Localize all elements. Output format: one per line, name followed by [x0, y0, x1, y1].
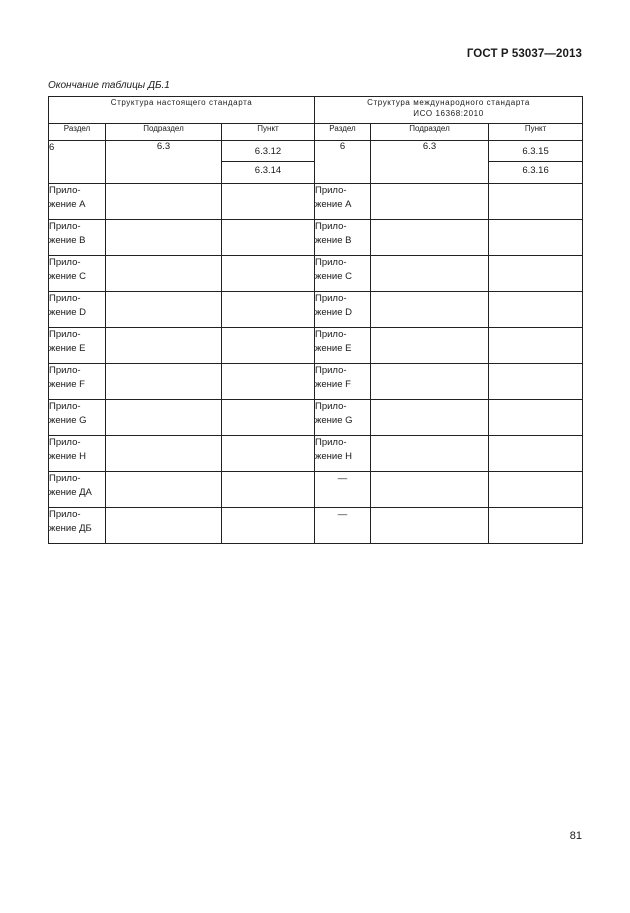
cell-text-line: —	[337, 509, 348, 520]
cell-item	[489, 472, 583, 508]
cell-section	[315, 256, 371, 292]
cell-subsection	[106, 256, 222, 292]
cell-text-line: Прило-	[49, 257, 81, 268]
group-header-current-standard: Структура настоящего стандарта	[49, 97, 315, 124]
cell-text-line: жение B	[49, 235, 86, 246]
cell-subsection	[106, 364, 222, 400]
cell-text-line: жение ДБ	[49, 523, 92, 534]
cell-section	[49, 436, 106, 472]
cell-item	[222, 184, 315, 220]
table-row	[49, 328, 583, 364]
cell-subsection	[371, 508, 489, 544]
cell-text-line: жение C	[315, 271, 352, 282]
cell-item	[489, 364, 583, 400]
cell-text-line: Прило-	[315, 365, 347, 376]
cell-subsection: 6.3	[106, 141, 222, 184]
col-header-subsection: Подраздел	[106, 124, 222, 141]
cell-text-line: жение G	[49, 415, 87, 426]
cell-subsection	[106, 508, 222, 544]
cell-item	[489, 184, 583, 220]
table-row	[49, 220, 583, 256]
cell-item: 6.3.14	[222, 162, 315, 184]
cell-section	[315, 508, 371, 544]
col-header-item: Пункт	[222, 124, 315, 141]
cell-item	[222, 256, 315, 292]
cell-text-line: Прило-	[49, 185, 81, 196]
cell-item	[222, 292, 315, 328]
col-header-section: Раздел	[315, 124, 371, 141]
cell-item	[222, 436, 315, 472]
page-number: 81	[569, 830, 582, 842]
cell-subsection	[106, 328, 222, 364]
cell-section	[49, 328, 106, 364]
cell-text-line: жение F	[315, 379, 351, 390]
cell-item	[489, 400, 583, 436]
cell-text-line: жение ДА	[49, 487, 92, 498]
cell-text-line: жение B	[315, 235, 352, 246]
cell-subsection	[371, 256, 489, 292]
cell-section	[49, 400, 106, 436]
table-row	[49, 292, 583, 328]
cell-section	[315, 400, 371, 436]
cell-subsection	[106, 220, 222, 256]
cell-subsection	[106, 436, 222, 472]
cell-item	[222, 508, 315, 544]
cell-subsection	[371, 220, 489, 256]
cell-text-line: Прило-	[49, 365, 81, 376]
cell-item: 6.3.12	[222, 141, 315, 162]
cell-section: 6	[49, 141, 106, 184]
group-header-right-line2: ИСО 16368:2010	[413, 109, 484, 118]
group-header-row	[49, 97, 583, 124]
group-header-right-line1: Структура международного стандарта	[367, 98, 530, 107]
cell-item	[222, 328, 315, 364]
cell-text-line: Прило-	[49, 329, 81, 340]
cell-item: 6.3.15	[489, 141, 583, 162]
cell-text-line: жение F	[49, 379, 85, 390]
cell-section	[315, 292, 371, 328]
cell-section	[315, 328, 371, 364]
table-row	[49, 508, 583, 544]
col-header-subsection: Подраздел	[371, 124, 489, 141]
cell-item: 6.3.16	[489, 162, 583, 184]
cell-text-line: жение H	[49, 451, 86, 462]
table-caption: Окончание таблицы ДБ.1	[48, 80, 170, 91]
cell-subsection: 6.3	[371, 141, 489, 184]
cell-subsection	[371, 400, 489, 436]
cell-section	[49, 220, 106, 256]
cell-text-line: жение E	[49, 343, 86, 354]
col-header-section: Раздел	[49, 124, 106, 141]
cell-item	[222, 472, 315, 508]
table-row	[49, 364, 583, 400]
column-header-row	[49, 124, 583, 141]
cell-section	[49, 292, 106, 328]
cell-text-line: жение D	[315, 307, 352, 318]
cell-item	[489, 328, 583, 364]
cell-text-line: —	[337, 473, 348, 484]
cell-item	[489, 256, 583, 292]
structure-comparison-table	[48, 96, 583, 544]
cell-subsection	[371, 364, 489, 400]
cell-text-line: Прило-	[49, 473, 81, 484]
cell-text-line: жение D	[49, 307, 86, 318]
cell-section	[49, 256, 106, 292]
cell-text-line: Прило-	[315, 221, 347, 232]
document-code: ГОСТ Р 53037—2013	[466, 48, 582, 60]
cell-section	[49, 364, 106, 400]
cell-subsection	[106, 472, 222, 508]
cell-section	[315, 472, 371, 508]
table-row	[49, 400, 583, 436]
cell-subsection	[371, 472, 489, 508]
cell-subsection	[371, 328, 489, 364]
cell-text-line: Прило-	[315, 329, 347, 340]
cell-item	[489, 220, 583, 256]
cell-item	[489, 508, 583, 544]
cell-subsection	[106, 400, 222, 436]
cell-item	[489, 436, 583, 472]
table-row	[49, 184, 583, 220]
cell-text-line: жение E	[315, 343, 352, 354]
cell-section	[315, 436, 371, 472]
cell-text-line: жение A	[315, 199, 352, 210]
cell-subsection	[106, 184, 222, 220]
cell-text-line: Прило-	[315, 185, 347, 196]
cell-text-line: Прило-	[49, 221, 81, 232]
cell-text-line: Прило-	[315, 257, 347, 268]
cell-text-line: жение H	[315, 451, 352, 462]
cell-text-line: Прило-	[49, 293, 81, 304]
cell-subsection	[371, 436, 489, 472]
table-row	[49, 256, 583, 292]
cell-section	[315, 184, 371, 220]
cell-text-line: жение A	[49, 199, 86, 210]
cell-text-line: Прило-	[315, 293, 347, 304]
table-row	[49, 436, 583, 472]
cell-text-line: Прило-	[315, 437, 347, 448]
cell-section	[49, 508, 106, 544]
cell-text-line: жение C	[49, 271, 86, 282]
cell-item	[489, 292, 583, 328]
cell-section	[315, 220, 371, 256]
cell-subsection	[371, 184, 489, 220]
cell-section: 6	[315, 141, 371, 184]
cell-text-line: жение G	[315, 415, 353, 426]
col-header-item: Пункт	[489, 124, 583, 141]
table-row	[49, 472, 583, 508]
cell-item	[222, 364, 315, 400]
cell-text-line: Прило-	[49, 509, 81, 520]
cell-item	[222, 400, 315, 436]
cell-text-line: Прило-	[49, 437, 81, 448]
cell-text-line: Прило-	[49, 401, 81, 412]
cell-section	[315, 364, 371, 400]
cell-subsection	[371, 292, 489, 328]
cell-text-line: Прило-	[315, 401, 347, 412]
cell-section	[49, 184, 106, 220]
cell-item	[222, 220, 315, 256]
cell-subsection	[106, 292, 222, 328]
group-header-international-standard	[315, 97, 583, 124]
table-row	[49, 141, 583, 162]
cell-section	[49, 472, 106, 508]
